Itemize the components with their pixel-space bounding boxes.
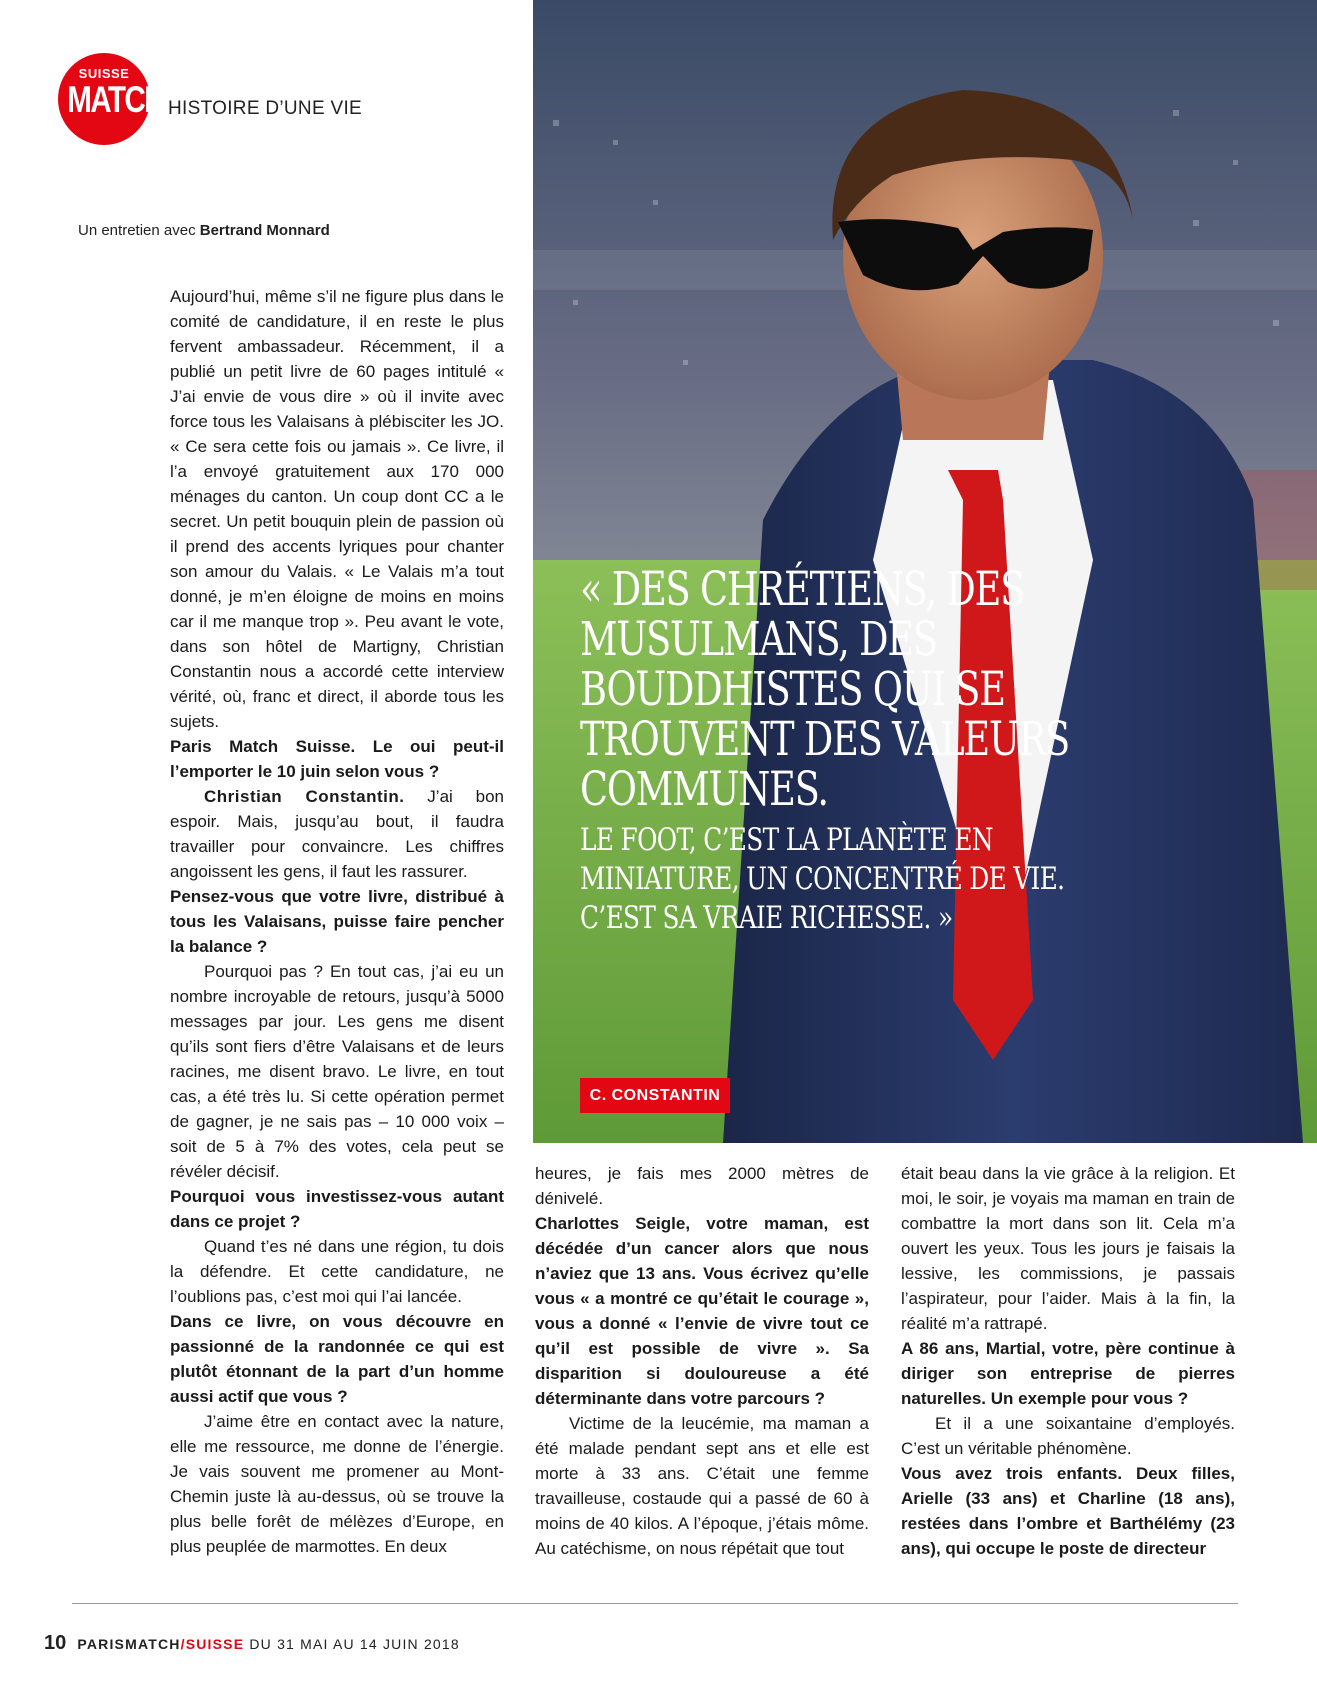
byline [78,222,330,239]
quote-attribution-badge: C. CONSTANTIN [580,1078,730,1113]
interview-answer [170,784,504,884]
interview-answer: Et il a une soixantaine d’employés. C’est un véritable phénomène. [901,1414,1235,1458]
pull-quote-main: « DES CHRÉTIENS, DES MUSULMANS, DES BOUDDHISTES QUI SE TROUVENT DES VALEURS COMMUNES. [580,562,1070,817]
pull-quote-secondary: LE FOOT, C’EST LA PLANÈTE EN MINIATURE, UN CONCENTRÉ DE VIE. C’EST SA VRAIE RICHESSE. » [580,822,1065,936]
interview-question: Charlottes Seigle, votre maman, est décédée d’un cancer alors que nous n’aviez que 13 ans. Vous écrivez qu’elle vous « a montré ce qu’était le courage », vous a donné « l’envie de vivre tout ce qu’il est possible de vivre ». Sa disparition si douloureuse a été déterminante dans votre parcours ? [535,1214,869,1408]
section-label: HISTOIRE D’UNE VIE [168,98,363,119]
footer-slash: / [180,1636,186,1652]
paragraph: heures, je fais mes 2000 mètres de dénivelé. [535,1164,869,1208]
interview-question: Paris Match Suisse. Le oui peut-il l’emporter le 10 juin selon vous ? [170,737,504,781]
logo-main-text: MATCH [67,79,164,120]
article-column-3 [901,1161,1235,1561]
interview-question: Pourquoi vous investissez-vous autant dans ce projet ? [170,1187,504,1231]
page-footer [44,1632,460,1655]
page-number: 10 [44,1632,67,1654]
footer-divider [72,1603,1238,1604]
interview-question: Pensez-vous que votre livre, distribué à tous les Valaisans, puisse faire pencher la balance ? [170,887,504,956]
byline-author: Bertrand Monnard [199,222,330,239]
interview-answer: Pourquoi pas ? En tout cas, j’ai eu un nombre incroyable de retours, jusqu’à 5000 messages par jour. Les gens me disent qu’ils sont fiers d’être Valaisans et de leurs racines, me disent bravo. Le livre, en tout cas, a été très lu. Si cette opération permet de gagner, je ne sais pas – 10 000 voix – soit de 5 à 7% des votes, cela peut se révéler décisif. [170,962,504,1181]
byline-prefix: Un entretien avec [78,222,196,239]
paragraph: était beau dans la vie grâce à la religion. Et moi, le soir, je voyais ma maman en train de combattre la mort dans son lit. Cela m’a ouvert les yeux. Tous les jours je faisais la lessive, les commissions, je passais l’aspirateur, pour l’aider. Mais à la fin, la réalité m’a rattrapé. [901,1164,1235,1333]
article-column-1 [170,284,504,1559]
interviewee-name: Christian Constantin. [204,787,405,806]
interview-question: Vous avez trois enfants. Deux filles, Arielle (33 ans) et Charline (18 ans), restées dans l’ombre et Barthélémy (23 ans), qui occupe le poste de directeur [901,1464,1235,1558]
paragraph: Aujourd’hui, même s’il ne figure plus dans le comité de candidature, il en reste le plus fervent ambassadeur. Récemment, il a publié un petit livre de 60 pages intitulé « J’ai envie de vous dire » où il invite avec force tous les Valaisans à plébisciter les JO. « Ce sera cette fois ou jamais ». Ce livre, il l’a envoyé gratuitement aux 170 000 ménages du canton. Un coup dont CC a le secret. Un petit bouquin plein de passion où il prend des accents lyriques pour chanter son amour du Valais. « Le Valais m’a tout donné, je m’en éloigne de moins en moins car il me manque trop ». Peu avant le vote, dans son hôtel de Martigny, Christian Constantin nous a accordé cette interview vérité, où, franc et direct, il aborde tous les sujets. [170,287,504,731]
interview-answer: Quand t’es né dans une région, tu dois la défendre. Et cette candidature, ne l’oublions pas, c’est moi qui l’ai lancée. [170,1237,504,1306]
logo-top-text: SUISSE [78,66,130,81]
pull-quote [580,562,1100,938]
interview-answer: Victime de la leucémie, ma maman a été malade pendant sept ans et elle est morte à 33 ans. C’était une femme travailleuse, costaude qui a passé de 60 à moins de 40 kilos. A l’époque, j’étais môme. Au catéchisme, on nous répétait que tout [535,1414,869,1558]
interview-question: A 86 ans, Martial, votre, père continue à diriger son entreprise de pierres naturelles. Un exemple pour vous ? [901,1339,1235,1408]
answer-text: J’ai bon espoir. Mais, jusqu’au bout, il faudra travailler pour convaincre. Les chiffres angoissent les gens, il faut les rassurer. [170,787,504,881]
interview-question: Dans ce livre, on vous découvre en passionné de la randonnée ce qui est plutôt étonnant de la part d’un homme aussi actif que vous ? [170,1312,504,1406]
suisse-match-logo [58,53,164,145]
footer-brand: PARISMATCH [77,1636,181,1652]
footer-edition: SUISSE [185,1636,245,1652]
footer-date: DU 31 MAI AU 14 JUIN 2018 [249,1636,460,1652]
article-column-2 [535,1161,869,1561]
interview-answer: J’aime être en contact avec la nature, elle me ressource, me donne de l’énergie. Je vais souvent me promener au Mont-Chemin juste là au-dessus, où se trouve la plus belle forêt de mélèzes d’Europe, en plus peuplée de marmottes. En deux [170,1412,504,1556]
